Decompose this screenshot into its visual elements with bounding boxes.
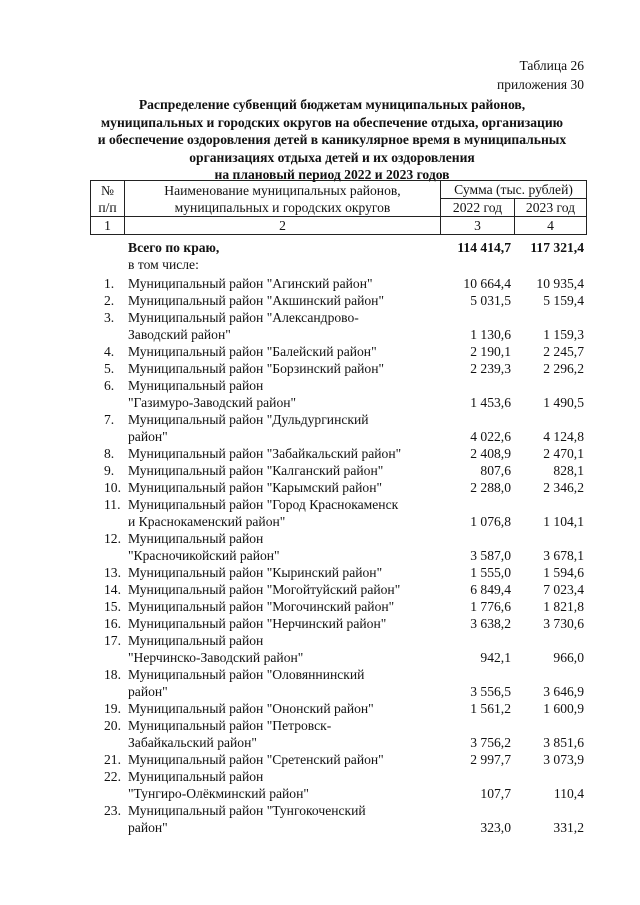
amount-2023: 1 159,3	[543, 327, 584, 342]
header-year-2022: 2022 год	[441, 199, 515, 217]
district-name	[124, 292, 440, 309]
amount-2022: 3 587,0	[470, 548, 511, 563]
district-name-line: Муниципальный район "Могочинский район"	[128, 599, 395, 614]
district-name-line: "Красночикойский район"	[128, 548, 280, 563]
table-row	[90, 292, 586, 309]
amount-2022: 3 638,2	[470, 616, 511, 631]
district-name-line: район"	[128, 820, 168, 835]
table-row	[90, 360, 586, 377]
district-name-line: Муниципальный район "Город Краснокаменск	[128, 497, 399, 512]
district-name	[124, 700, 440, 717]
header-sum: Сумма (тыс. рублей)	[441, 181, 587, 199]
district-name	[124, 496, 440, 530]
amount-2023: 1 600,9	[543, 701, 584, 716]
table-row	[90, 768, 586, 802]
total-label: Всего по краю,	[128, 240, 220, 255]
row-number: 12.	[104, 531, 121, 546]
row-number: 13.	[104, 565, 121, 580]
district-name-line: Муниципальный район	[128, 531, 264, 546]
amount-2022: 2 408,9	[470, 446, 511, 461]
title-line: и обеспечение оздоровления детей в каникулярное время в муниципальных	[97, 132, 567, 147]
appendix-number: приложения 30	[496, 77, 584, 92]
district-name-line: Муниципальный район "Кыринский район"	[128, 565, 383, 580]
amount-2022: 10 664,4	[463, 276, 511, 291]
table-number: Таблица 26	[519, 58, 584, 73]
row-number: 14.	[104, 582, 121, 597]
amount-2023: 3 678,1	[543, 548, 584, 563]
row-number: 16.	[104, 616, 121, 631]
amount-2023: 2 346,2	[543, 480, 584, 495]
district-name	[124, 615, 440, 632]
district-name-line: "Тунгиро-Олёкминский район"	[128, 786, 309, 801]
row-number: 3.	[104, 310, 115, 325]
district-name-line: Муниципальный район "Ононский район"	[128, 701, 374, 716]
district-name-line: район"	[128, 684, 168, 699]
table-row	[90, 564, 586, 581]
amount-2022: 1 776,6	[470, 599, 511, 614]
district-name-line: Забайкальский район"	[128, 735, 257, 750]
district-name-line: Муниципальный район "Тунгокоченский	[128, 803, 366, 818]
row-number: 20.	[104, 718, 121, 733]
district-name-line: Муниципальный район "Балейский район"	[128, 344, 377, 359]
district-name	[124, 343, 440, 360]
total-2023: 117 321,4	[530, 240, 584, 255]
district-name-line: "Газимуро-Заводский район"	[128, 395, 297, 410]
table-row	[90, 445, 586, 462]
amount-2022: 2 239,3	[470, 361, 511, 376]
table-row	[90, 343, 586, 360]
amount-2023: 10 935,4	[536, 276, 584, 291]
table-row	[90, 496, 586, 530]
amount-2023: 1 104,1	[543, 514, 584, 529]
district-name-line: Муниципальный район "Забайкальский район"	[128, 446, 402, 461]
column-index: 2	[125, 217, 441, 235]
table-row	[90, 666, 586, 700]
amount-2023: 966,0	[553, 650, 584, 665]
amount-2023: 1 490,5	[543, 395, 584, 410]
title-line: на плановый период 2022 и 2023 годов	[214, 167, 450, 182]
table-row	[90, 275, 586, 292]
district-name-line: Муниципальный район "Агинский район"	[128, 276, 373, 291]
table-row	[90, 581, 586, 598]
amount-2022: 2 190,1	[470, 344, 511, 359]
row-number: 4.	[104, 344, 115, 359]
district-name-line: Муниципальный район "Дульдургинский	[128, 412, 369, 427]
district-name-line: Муниципальный район "Александрово-	[128, 310, 359, 325]
district-name	[124, 768, 440, 802]
district-name	[124, 530, 440, 564]
row-number: 10.	[104, 480, 121, 495]
document-title	[88, 96, 576, 184]
amount-2022: 4 022,6	[470, 429, 511, 444]
district-name-line: район"	[128, 429, 168, 444]
amount-2023: 3 851,6	[543, 735, 584, 750]
district-name-line: "Нерчинско-Заводский район"	[128, 650, 304, 665]
table-row	[90, 479, 586, 496]
table-row	[90, 717, 586, 751]
amount-2022: 3 756,2	[470, 735, 511, 750]
amount-2022: 807,6	[480, 463, 511, 478]
district-name	[124, 445, 440, 462]
district-name	[124, 564, 440, 581]
row-number: 8.	[104, 446, 115, 461]
district-name	[124, 802, 440, 836]
header-year-2023: 2023 год	[515, 199, 587, 217]
row-number: 23.	[104, 803, 121, 818]
table-row	[90, 309, 586, 343]
district-name-line: Заводский район"	[128, 327, 231, 342]
district-name-line: и Краснокаменский район"	[128, 514, 286, 529]
district-name-line: Муниципальный район "Сретенский район"	[128, 752, 384, 767]
table-row	[90, 700, 586, 717]
row-number: 17.	[104, 633, 121, 648]
district-name-line: Муниципальный район "Калганский район"	[128, 463, 384, 478]
district-name	[124, 360, 440, 377]
district-name	[124, 275, 440, 292]
row-number: 21.	[104, 752, 121, 767]
district-name-line: Муниципальный район "Карымский район"	[128, 480, 383, 495]
amount-2023: 1 821,8	[543, 599, 584, 614]
column-index: 1	[91, 217, 125, 235]
table-row	[90, 615, 586, 632]
amount-2023: 2 296,2	[543, 361, 584, 376]
table-row	[90, 377, 586, 411]
total-2022: 114 414,7	[457, 240, 511, 255]
amount-2022: 3 556,5	[470, 684, 511, 699]
title-line: муниципальных и городских округов на обеспечение отдыха, организацию	[100, 114, 564, 130]
district-name-line: Муниципальный район "Акшинский район"	[128, 293, 385, 308]
amount-2022: 1 555,0	[470, 565, 511, 580]
amount-2022: 1 076,8	[470, 514, 511, 529]
district-name	[124, 309, 440, 343]
amount-2023: 331,2	[553, 820, 584, 835]
row-number: 18.	[104, 667, 121, 682]
district-name	[124, 377, 440, 411]
amount-2023: 110,4	[553, 786, 584, 801]
amount-2022: 2 288,0	[470, 480, 511, 495]
amount-2023: 7 023,4	[543, 582, 584, 597]
amount-2023: 3 730,6	[543, 616, 584, 631]
amount-2023: 3 073,9	[543, 752, 584, 767]
district-name	[124, 717, 440, 751]
including-row	[90, 256, 586, 273]
amount-2022: 1 453,6	[470, 395, 511, 410]
amount-2023: 3 646,9	[543, 684, 584, 699]
district-name-line: Муниципальный район "Нерчинский район"	[128, 616, 387, 631]
row-number: 2.	[104, 293, 115, 308]
table-row	[90, 530, 586, 564]
district-name	[124, 462, 440, 479]
district-name	[124, 581, 440, 598]
district-name-line: Муниципальный район "Петровск-	[128, 718, 332, 733]
row-number: 9.	[104, 463, 115, 478]
header-name: Наименование муниципальных районов, муниципальных и городских округов	[125, 181, 441, 217]
amount-2022: 942,1	[480, 650, 511, 665]
row-number: 11.	[104, 497, 121, 512]
amount-2022: 323,0	[480, 820, 511, 835]
row-number: 1.	[104, 276, 115, 291]
header-num: № п/п	[91, 181, 125, 217]
district-name-line: Муниципальный район	[128, 378, 264, 393]
row-number: 7.	[104, 412, 115, 427]
table-row	[90, 598, 586, 615]
row-number: 15.	[104, 599, 121, 614]
district-name	[124, 666, 440, 700]
row-number: 6.	[104, 378, 115, 393]
column-index: 4	[515, 217, 587, 235]
title-line: организациях отдыха детей и их оздоровления	[189, 149, 475, 165]
row-number: 22.	[104, 769, 121, 784]
table-row	[90, 751, 586, 768]
table-row	[90, 462, 586, 479]
table-row	[90, 802, 586, 836]
row-number: 19.	[104, 701, 121, 716]
total-row	[90, 239, 586, 256]
district-name-line: Муниципальный район	[128, 769, 264, 784]
amount-2022: 107,7	[480, 786, 511, 801]
amount-2023: 2 470,1	[543, 446, 584, 461]
district-name	[124, 598, 440, 615]
district-name-line: Муниципальный район "Борзинский район"	[128, 361, 385, 376]
district-name-line: Муниципальный район "Могойтуйский район"	[128, 582, 401, 597]
table-reference	[497, 56, 584, 94]
district-name	[124, 751, 440, 768]
table-row	[90, 411, 586, 445]
district-name	[124, 632, 440, 666]
amount-2023: 5 159,4	[543, 293, 584, 308]
table-header	[90, 180, 587, 235]
including-label: в том числе:	[128, 257, 199, 272]
amount-2022: 2 997,7	[470, 752, 511, 767]
column-index: 3	[441, 217, 515, 235]
district-name-line: Муниципальный район "Оловяннинский	[128, 667, 365, 682]
amount-2022: 6 849,4	[470, 582, 511, 597]
amount-2022: 5 031,5	[470, 293, 511, 308]
amount-2022: 1 561,2	[470, 701, 511, 716]
table-body	[90, 239, 586, 836]
district-name-line: Муниципальный район	[128, 633, 264, 648]
row-number: 5.	[104, 361, 115, 376]
district-name	[124, 479, 440, 496]
amount-2023: 2 245,7	[543, 344, 584, 359]
amount-2023: 1 594,6	[543, 565, 584, 580]
table-row	[90, 632, 586, 666]
title-line: Распределение субвенций бюджетам муниципальных районов,	[138, 97, 526, 112]
amount-2023: 4 124,8	[543, 429, 584, 444]
amount-2022: 1 130,6	[470, 327, 511, 342]
district-name	[124, 411, 440, 445]
amount-2023: 828,1	[553, 463, 584, 478]
